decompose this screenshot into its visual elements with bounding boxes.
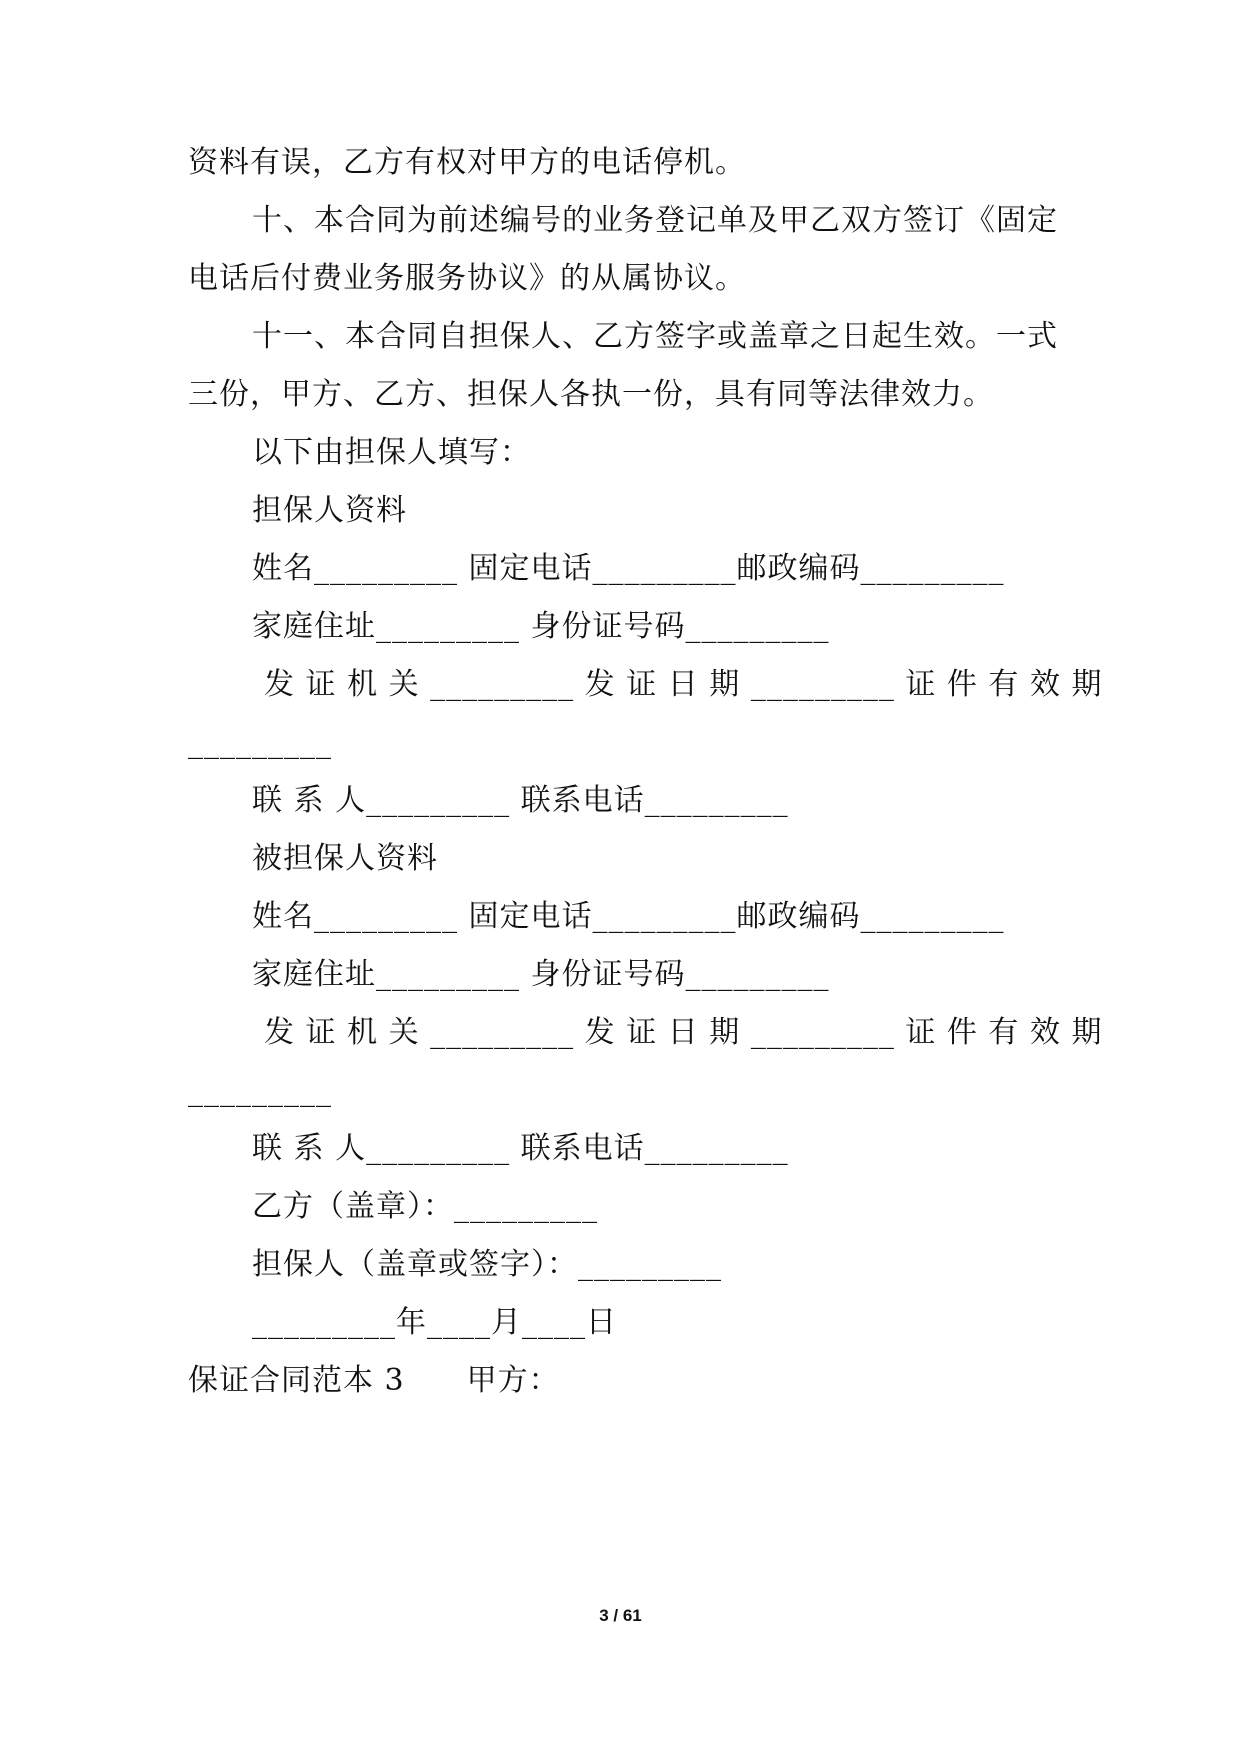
section-guaranteed-info: 被担保人资料 xyxy=(252,841,438,876)
text-line-3: 电话后付费业务服务协议》的从属协议。 xyxy=(188,261,746,296)
text-line-6: 以下由担保人填写： xyxy=(252,435,531,470)
guaranteed-contact: 联 系 人_________ 联系电话_________ xyxy=(252,1131,789,1166)
text-line-2: 十、本合同为前述编号的业务登记单及甲乙双方签订《固定 xyxy=(252,203,1058,238)
guarantor-address-id: 家庭住址_________ 身份证号码_________ xyxy=(252,609,830,644)
guaranteed-name-phone-postcode: 姓名_________ 固定电话_________邮政编码_________ xyxy=(252,899,1005,934)
guarantor-validity-blank: _________ xyxy=(188,725,332,760)
guarantor-seal-signature: 担保人（盖章或签字）：_________ xyxy=(252,1247,722,1282)
section-guarantor-info: 担保人资料 xyxy=(252,493,407,528)
next-section-title: 保证合同范本 3 甲方： xyxy=(188,1363,560,1398)
party-b-seal: 乙方（盖章）：_________ xyxy=(252,1189,598,1224)
text-line-1: 资料有误，乙方有权对甲方的电话停机。 xyxy=(188,145,746,180)
text-line-5: 三份，甲方、乙方、担保人各执一份，具有同等法律效力。 xyxy=(188,377,994,412)
guarantor-contact: 联 系 人_________ 联系电话_________ xyxy=(252,783,789,818)
guaranteed-issuer-date-validity: 发 证 机 关 _________ 发 证 日 期 _________ 证 件 有 效 期 xyxy=(264,1015,1103,1050)
date-line: _________年____月____日 xyxy=(252,1305,617,1340)
guarantor-name-phone-postcode: 姓名_________ 固定电话_________邮政编码_________ xyxy=(252,551,1005,586)
guarantor-issuer-date-validity: 发 证 机 关 _________ 发 证 日 期 _________ 证 件 有 效 期 xyxy=(264,667,1103,702)
guaranteed-address-id: 家庭住址_________ 身份证号码_________ xyxy=(252,957,830,992)
text-line-4: 十一、本合同自担保人、乙方签字或盖章之日起生效。一式 xyxy=(252,319,1058,354)
guaranteed-validity-blank: _________ xyxy=(188,1073,332,1108)
page-number: 3 / 61 xyxy=(599,1606,642,1625)
